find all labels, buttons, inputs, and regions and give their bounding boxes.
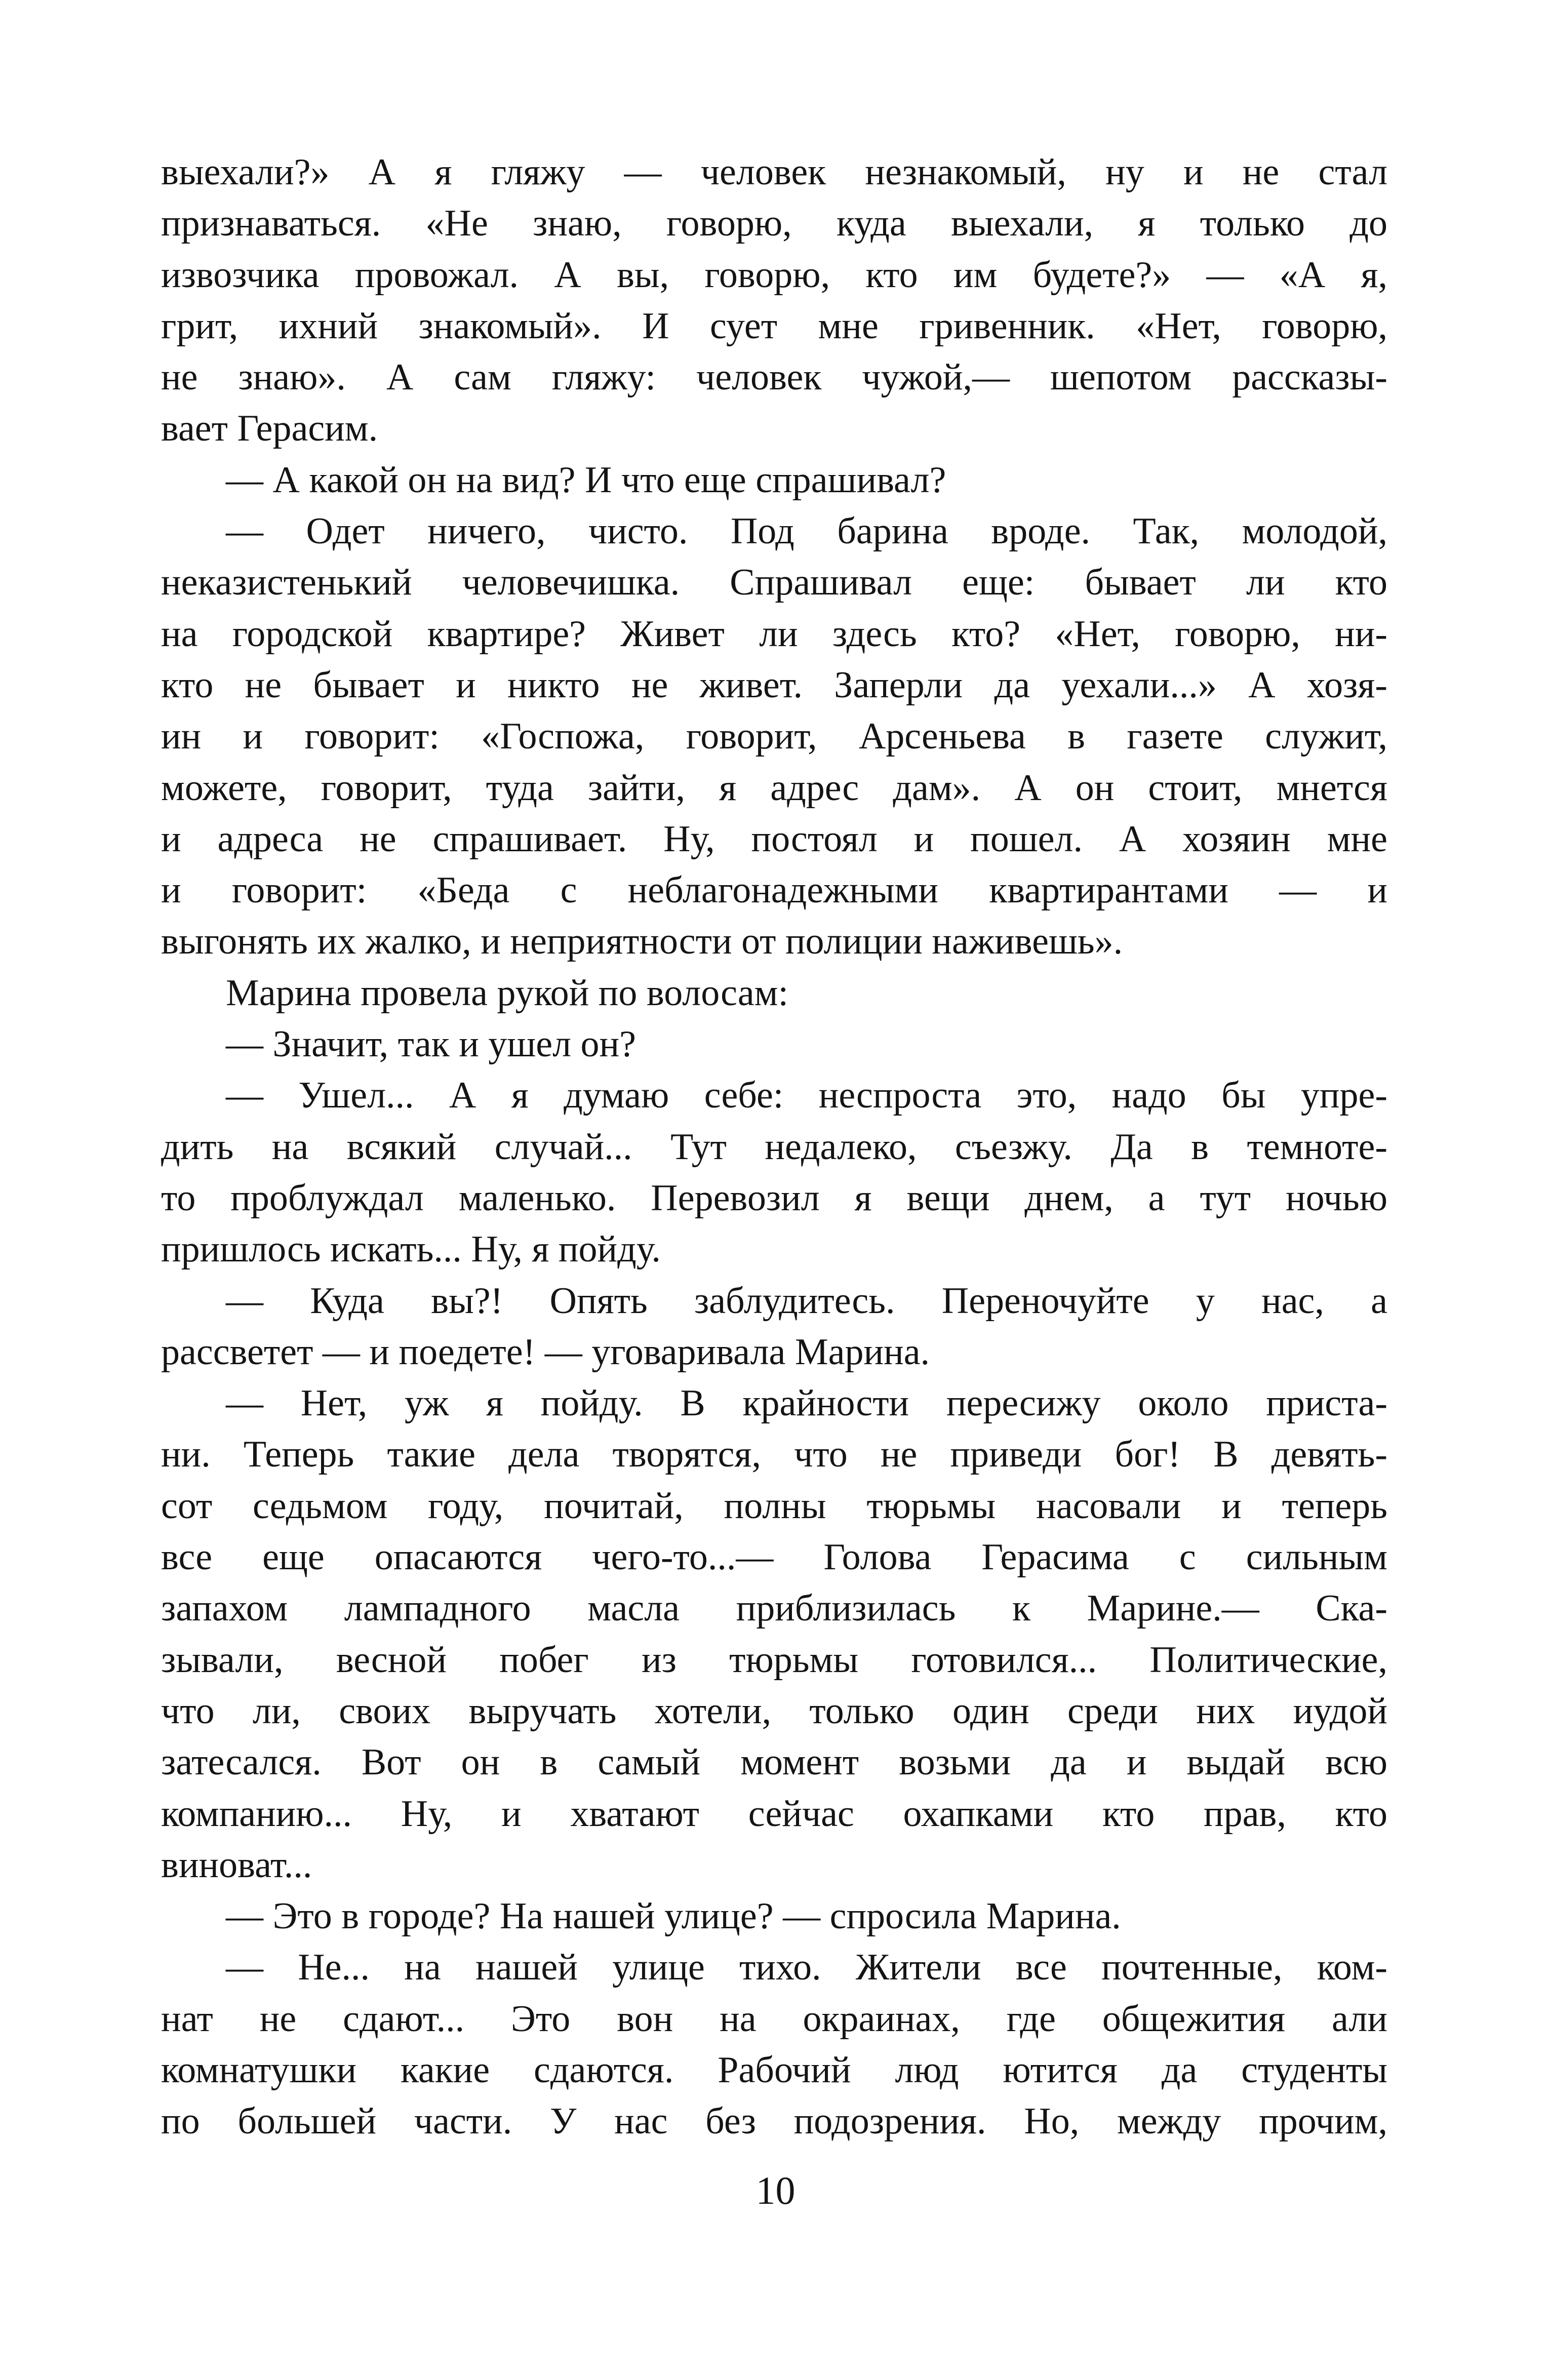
text-line: зывали, весной побег из тюрьмы готовился... Политические, <box>161 1639 1387 1681</box>
text-line: то проблуждал маленько. Перевозил я вещи днем, а тут ночью <box>161 1177 1387 1219</box>
text-line: нат не сдают... Это вон на окраинах, где общежития али <box>161 1998 1387 2040</box>
text-line: и адреса не спрашивает. Ну, постоял и пошел. А хозяин мне <box>161 818 1387 860</box>
text-line: дить на всякий случай... Тут недалеко, съезжу. Да в темноте- <box>161 1126 1387 1168</box>
text-line: комнатушки какие сдаются. Рабочий люд ютится да студенты <box>161 2049 1387 2091</box>
body-text <box>161 147 1387 2148</box>
text-line: пришлось искать... Ну, я пойду. <box>161 1228 661 1271</box>
text-line: все еще опасаются чего-то...— Голова Герасима с сильным <box>161 1536 1387 1578</box>
text-line: Марина провела рукой по волосам: <box>226 972 789 1014</box>
text-line: — Это в городе? На нашей улице? — спросила Марина. <box>226 1895 1121 1937</box>
text-line: и говорит: «Беда с неблагонадежными квартирантами — и <box>161 869 1387 911</box>
text-line: можете, говорит, туда зайти, я адрес дам». А он стоит, мнется <box>161 767 1387 809</box>
text-line: компанию... Ну, и хватают сейчас охапками кто прав, кто <box>161 1793 1387 1835</box>
text-line: грит, ихний знакомый». И сует мне гривенник. «Нет, говорю, <box>161 305 1387 347</box>
text-line: ин и говорит: «Госпожа, говорит, Арсеньева в газете служит, <box>161 716 1387 758</box>
text-line: — Одет ничего, чисто. Под барина вроде. Так, молодой, <box>226 510 1387 552</box>
text-line: по большей части. У нас без подозрения. Но, между прочим, <box>161 2100 1387 2143</box>
text-line: вает Герасим. <box>161 408 378 450</box>
text-line: — Ушел... А я думаю себе: неспроста это, надо бы упре- <box>226 1075 1387 1117</box>
text-line: — Куда вы?! Опять заблудитесь. Переночуйте у нас, а <box>226 1280 1387 1322</box>
text-line: неказистенький человечишка. Спрашивал еще: бывает ли кто <box>161 562 1387 604</box>
text-line: сот седьмом году, почитай, полны тюрьмы насовали и теперь <box>161 1485 1387 1527</box>
text-line: на городской квартире? Живет ли здесь кто? «Нет, говорю, ни- <box>161 613 1387 655</box>
text-line: запахом лампадного масла приблизилась к Марине.— Ска- <box>161 1588 1387 1630</box>
text-line: ни. Теперь такие дела творятся, что не приведи бог! В девять- <box>161 1434 1387 1476</box>
text-line: виноват... <box>161 1844 312 1886</box>
text-line: — Значит, так и ушел он? <box>226 1023 636 1065</box>
text-line: — Не... на нашей улице тихо. Жители все почтенные, ком- <box>226 1947 1387 1989</box>
text-line: что ли, своих выручать хотели, только один среди них иудой <box>161 1690 1387 1732</box>
text-line: — Нет, уж я пойду. В крайности пересижу около приста- <box>226 1382 1387 1424</box>
page-number: 10 <box>755 2168 796 2212</box>
text-line: кто не бывает и никто не живет. Заперли да уехали...» А хозя- <box>161 664 1387 706</box>
text-line: — А какой он на вид? И что еще спрашивал? <box>226 459 946 501</box>
text-line: выгонять их жалко, и неприятности от полиции наживешь». <box>161 921 1123 963</box>
text-line: признаваться. «Не знаю, говорю, куда выехали, я только до <box>161 203 1387 245</box>
text-line: выехали?» А я гляжу — человек незнакомый, ну и не стал <box>161 151 1387 193</box>
text-line: рассветет — и поедете! — уговаривала Марина. <box>161 1331 930 1373</box>
text-line: не знаю». А сам гляжу: человек чужой,— шепотом рассказы- <box>161 356 1387 399</box>
text-line: извозчика провожал. А вы, говорю, кто им будете?» — «А я, <box>161 254 1387 296</box>
text-line: затесался. Вот он в самый момент возьми да и выдай всю <box>161 1741 1387 1783</box>
